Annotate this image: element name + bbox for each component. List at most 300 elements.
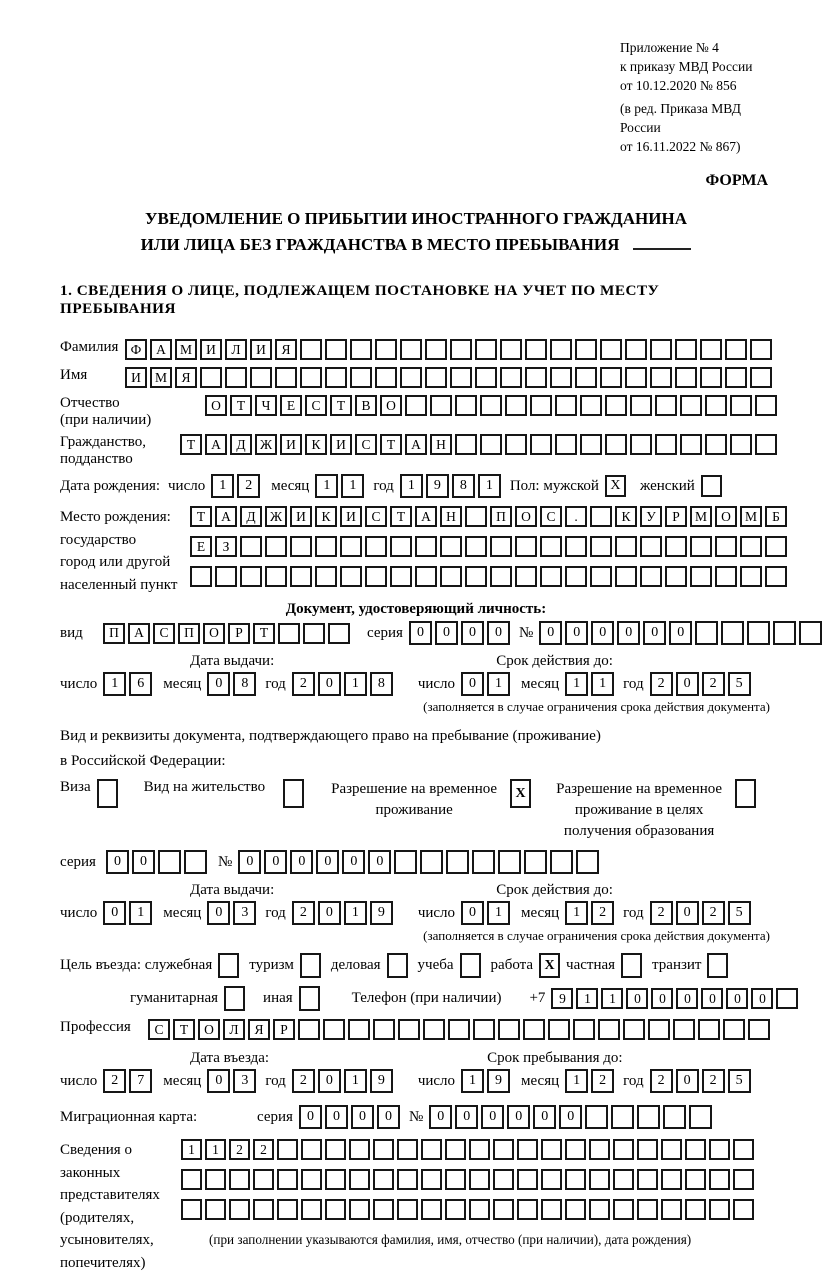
char-cell[interactable]: 0 [264, 850, 287, 874]
char-cell[interactable]: 1 [461, 1069, 484, 1093]
char-cell[interactable] [685, 1139, 706, 1160]
char-cell[interactable] [465, 536, 487, 557]
char-cell[interactable] [397, 1169, 418, 1190]
char-cell[interactable] [755, 434, 777, 455]
checkbox-female[interactable] [701, 475, 722, 497]
char-cell[interactable] [348, 1019, 370, 1040]
char-cell[interactable] [605, 395, 627, 416]
char-cell[interactable]: 2 [591, 901, 614, 925]
char-cell[interactable] [215, 566, 237, 587]
char-cell[interactable]: Т [190, 506, 212, 527]
char-cell[interactable] [290, 536, 312, 557]
char-cell[interactable] [650, 339, 672, 360]
char-cell[interactable] [575, 339, 597, 360]
char-cell[interactable]: А [415, 506, 437, 527]
char-cell[interactable] [565, 566, 587, 587]
char-cell[interactable]: 7 [129, 1069, 152, 1093]
char-cell[interactable] [721, 621, 744, 645]
char-cell[interactable]: Т [330, 395, 352, 416]
char-cell[interactable]: 2 [591, 1069, 614, 1093]
char-cell[interactable] [541, 1139, 562, 1160]
char-cell[interactable]: К [615, 506, 637, 527]
char-cell[interactable]: Ф [125, 339, 147, 360]
char-cell[interactable]: 1 [181, 1139, 202, 1160]
char-cell[interactable] [349, 1169, 370, 1190]
char-cell[interactable] [525, 339, 547, 360]
char-cell[interactable]: С [153, 623, 175, 644]
char-cell[interactable]: 1 [591, 672, 614, 696]
char-cell[interactable]: 1 [478, 474, 501, 498]
char-cell[interactable] [425, 339, 447, 360]
checkbox-tourism[interactable] [300, 953, 321, 978]
char-cell[interactable] [690, 536, 712, 557]
char-cell[interactable]: Б [765, 506, 787, 527]
char-cell[interactable]: 0 [207, 901, 230, 925]
char-cell[interactable] [315, 566, 337, 587]
char-cell[interactable]: 1 [344, 672, 367, 696]
char-cell[interactable] [690, 566, 712, 587]
char-cell[interactable] [450, 339, 472, 360]
char-cell[interactable] [615, 536, 637, 557]
char-cell[interactable]: 2 [292, 901, 315, 925]
char-cell[interactable] [565, 1139, 586, 1160]
checkbox-business[interactable] [387, 953, 408, 978]
char-cell[interactable]: 0 [676, 1069, 699, 1093]
char-cell[interactable]: 6 [129, 672, 152, 696]
char-cell[interactable] [421, 1169, 442, 1190]
char-cell[interactable] [425, 367, 447, 388]
char-cell[interactable] [365, 566, 387, 587]
char-cell[interactable]: 8 [370, 672, 393, 696]
char-cell[interactable]: 0 [626, 988, 648, 1009]
char-cell[interactable] [689, 1105, 712, 1129]
char-cell[interactable]: 0 [290, 850, 313, 874]
char-cell[interactable] [400, 339, 422, 360]
char-cell[interactable]: 2 [103, 1069, 126, 1093]
char-cell[interactable]: Ж [255, 434, 277, 455]
char-cell[interactable]: 1 [129, 901, 152, 925]
char-cell[interactable] [350, 367, 372, 388]
char-cell[interactable]: М [150, 367, 172, 388]
char-cell[interactable]: 0 [461, 621, 484, 645]
char-cell[interactable] [590, 566, 612, 587]
char-cell[interactable] [589, 1139, 610, 1160]
char-cell[interactable] [158, 850, 181, 874]
char-cell[interactable]: П [490, 506, 512, 527]
char-cell[interactable] [373, 1019, 395, 1040]
char-cell[interactable] [585, 1105, 608, 1129]
char-cell[interactable] [405, 395, 427, 416]
char-cell[interactable] [613, 1169, 634, 1190]
char-cell[interactable]: 0 [103, 901, 126, 925]
char-cell[interactable] [323, 1019, 345, 1040]
char-cell[interactable] [524, 850, 547, 874]
char-cell[interactable] [455, 395, 477, 416]
char-cell[interactable] [375, 367, 397, 388]
char-cell[interactable] [530, 395, 552, 416]
char-cell[interactable]: 0 [617, 621, 640, 645]
char-cell[interactable]: 8 [233, 672, 256, 696]
char-cell[interactable] [365, 536, 387, 557]
char-cell[interactable]: Ч [255, 395, 277, 416]
char-cell[interactable]: П [103, 623, 125, 644]
char-cell[interactable]: 0 [676, 988, 698, 1009]
char-cell[interactable]: К [315, 506, 337, 527]
char-cell[interactable] [773, 621, 796, 645]
char-cell[interactable]: 0 [676, 901, 699, 925]
char-cell[interactable]: С [355, 434, 377, 455]
char-cell[interactable] [540, 536, 562, 557]
char-cell[interactable] [205, 1169, 226, 1190]
char-cell[interactable]: А [150, 339, 172, 360]
char-cell[interactable]: С [305, 395, 327, 416]
char-cell[interactable] [301, 1169, 322, 1190]
char-cell[interactable] [446, 850, 469, 874]
char-cell[interactable] [517, 1139, 538, 1160]
char-cell[interactable] [615, 566, 637, 587]
char-cell[interactable] [580, 434, 602, 455]
char-cell[interactable] [705, 434, 727, 455]
char-cell[interactable] [184, 850, 207, 874]
char-cell[interactable]: 5 [728, 672, 751, 696]
char-cell[interactable] [755, 395, 777, 416]
char-cell[interactable] [505, 434, 527, 455]
char-cell[interactable]: 2 [292, 1069, 315, 1093]
char-cell[interactable]: В [355, 395, 377, 416]
char-cell[interactable] [398, 1019, 420, 1040]
char-cell[interactable] [397, 1199, 418, 1220]
char-cell[interactable] [325, 1199, 346, 1220]
char-cell[interactable]: 0 [342, 850, 365, 874]
char-cell[interactable]: Е [190, 536, 212, 557]
char-cell[interactable]: 0 [435, 621, 458, 645]
char-cell[interactable]: Я [248, 1019, 270, 1040]
char-cell[interactable]: 2 [237, 474, 260, 498]
char-cell[interactable]: С [365, 506, 387, 527]
char-cell[interactable]: 2 [650, 672, 673, 696]
char-cell[interactable] [390, 536, 412, 557]
char-cell[interactable]: 2 [650, 901, 673, 925]
char-cell[interactable] [550, 850, 573, 874]
char-cell[interactable] [225, 367, 247, 388]
char-cell[interactable] [637, 1199, 658, 1220]
char-cell[interactable]: 2 [702, 901, 725, 925]
char-cell[interactable]: 1 [205, 1139, 226, 1160]
char-cell[interactable] [740, 566, 762, 587]
char-cell[interactable] [665, 536, 687, 557]
char-cell[interactable]: О [515, 506, 537, 527]
char-cell[interactable] [493, 1169, 514, 1190]
char-cell[interactable] [550, 339, 572, 360]
char-cell[interactable] [675, 367, 697, 388]
char-cell[interactable]: 1 [341, 474, 364, 498]
checkbox-other-purpose[interactable] [299, 986, 320, 1011]
char-cell[interactable]: Л [225, 339, 247, 360]
char-cell[interactable] [665, 566, 687, 587]
char-cell[interactable] [541, 1169, 562, 1190]
char-cell[interactable] [205, 1199, 226, 1220]
char-cell[interactable]: 0 [325, 1105, 348, 1129]
char-cell[interactable]: 2 [702, 672, 725, 696]
char-cell[interactable]: Р [665, 506, 687, 527]
char-cell[interactable] [625, 339, 647, 360]
char-cell[interactable]: Н [430, 434, 452, 455]
char-cell[interactable] [530, 434, 552, 455]
char-cell[interactable]: Т [253, 623, 275, 644]
char-cell[interactable]: 1 [487, 672, 510, 696]
char-cell[interactable] [680, 434, 702, 455]
char-cell[interactable]: 9 [370, 1069, 393, 1093]
char-cell[interactable]: Ж [265, 506, 287, 527]
char-cell[interactable]: 1 [565, 672, 588, 696]
char-cell[interactable] [250, 367, 272, 388]
char-cell[interactable] [500, 339, 522, 360]
char-cell[interactable] [277, 1169, 298, 1190]
char-cell[interactable] [350, 339, 372, 360]
char-cell[interactable]: 5 [728, 901, 751, 925]
char-cell[interactable] [394, 850, 417, 874]
char-cell[interactable] [590, 506, 612, 527]
char-cell[interactable]: 0 [676, 672, 699, 696]
char-cell[interactable]: 1 [103, 672, 126, 696]
char-cell[interactable]: М [690, 506, 712, 527]
char-cell[interactable] [375, 339, 397, 360]
char-cell[interactable] [300, 367, 322, 388]
char-cell[interactable] [637, 1139, 658, 1160]
char-cell[interactable] [725, 367, 747, 388]
char-cell[interactable] [730, 395, 752, 416]
char-cell[interactable]: 0 [368, 850, 391, 874]
char-cell[interactable]: 1 [565, 1069, 588, 1093]
char-cell[interactable]: 2 [702, 1069, 725, 1093]
char-cell[interactable]: Р [228, 623, 250, 644]
char-cell[interactable] [650, 367, 672, 388]
char-cell[interactable] [493, 1139, 514, 1160]
char-cell[interactable] [590, 536, 612, 557]
char-cell[interactable] [465, 506, 487, 527]
char-cell[interactable] [709, 1139, 730, 1160]
char-cell[interactable] [541, 1199, 562, 1220]
char-cell[interactable]: 0 [318, 672, 341, 696]
char-cell[interactable]: 0 [751, 988, 773, 1009]
char-cell[interactable]: 0 [461, 672, 484, 696]
char-cell[interactable]: У [640, 506, 662, 527]
char-cell[interactable]: Д [230, 434, 252, 455]
char-cell[interactable]: А [215, 506, 237, 527]
char-cell[interactable] [685, 1199, 706, 1220]
char-cell[interactable]: Т [230, 395, 252, 416]
checkbox-private[interactable] [621, 953, 642, 978]
char-cell[interactable] [565, 1169, 586, 1190]
char-cell[interactable] [685, 1169, 706, 1190]
char-cell[interactable] [253, 1199, 274, 1220]
char-cell[interactable] [298, 1019, 320, 1040]
char-cell[interactable]: С [540, 506, 562, 527]
char-cell[interactable] [515, 536, 537, 557]
char-cell[interactable]: С [148, 1019, 170, 1040]
char-cell[interactable]: 2 [253, 1139, 274, 1160]
char-cell[interactable] [328, 623, 350, 644]
char-cell[interactable]: 0 [539, 621, 562, 645]
char-cell[interactable]: 1 [344, 1069, 367, 1093]
char-cell[interactable]: 0 [318, 901, 341, 925]
char-cell[interactable] [500, 367, 522, 388]
char-cell[interactable] [400, 367, 422, 388]
char-cell[interactable]: И [340, 506, 362, 527]
char-cell[interactable] [181, 1169, 202, 1190]
char-cell[interactable] [325, 1139, 346, 1160]
char-cell[interactable] [315, 536, 337, 557]
checkbox-official[interactable] [218, 953, 239, 978]
char-cell[interactable]: 0 [591, 621, 614, 645]
checkbox-male[interactable]: X [605, 475, 626, 497]
char-cell[interactable] [440, 536, 462, 557]
char-cell[interactable] [733, 1139, 754, 1160]
char-cell[interactable]: 1 [344, 901, 367, 925]
char-cell[interactable]: 9 [551, 988, 573, 1009]
checkbox-temp-residence[interactable]: X [510, 779, 531, 808]
char-cell[interactable] [573, 1019, 595, 1040]
char-cell[interactable] [747, 621, 770, 645]
char-cell[interactable]: О [198, 1019, 220, 1040]
char-cell[interactable]: 3 [233, 1069, 256, 1093]
char-cell[interactable] [475, 367, 497, 388]
char-cell[interactable] [490, 536, 512, 557]
char-cell[interactable] [469, 1139, 490, 1160]
char-cell[interactable] [598, 1019, 620, 1040]
char-cell[interactable]: 1 [400, 474, 423, 498]
char-cell[interactable]: 0 [701, 988, 723, 1009]
char-cell[interactable]: 0 [299, 1105, 322, 1129]
char-cell[interactable] [277, 1139, 298, 1160]
char-cell[interactable] [200, 367, 222, 388]
char-cell[interactable]: 1 [315, 474, 338, 498]
char-cell[interactable] [576, 850, 599, 874]
char-cell[interactable] [661, 1139, 682, 1160]
char-cell[interactable] [421, 1199, 442, 1220]
char-cell[interactable] [765, 536, 787, 557]
char-cell[interactable] [625, 367, 647, 388]
char-cell[interactable] [480, 434, 502, 455]
char-cell[interactable] [475, 339, 497, 360]
char-cell[interactable] [661, 1199, 682, 1220]
char-cell[interactable]: 3 [233, 901, 256, 925]
char-cell[interactable] [465, 566, 487, 587]
char-cell[interactable] [340, 536, 362, 557]
char-cell[interactable] [555, 434, 577, 455]
char-cell[interactable]: М [740, 506, 762, 527]
char-cell[interactable] [445, 1139, 466, 1160]
char-cell[interactable] [640, 536, 662, 557]
char-cell[interactable]: 0 [106, 850, 129, 874]
char-cell[interactable] [473, 1019, 495, 1040]
char-cell[interactable] [637, 1105, 660, 1129]
char-cell[interactable] [589, 1199, 610, 1220]
char-cell[interactable] [517, 1199, 538, 1220]
char-cell[interactable] [480, 395, 502, 416]
char-cell[interactable]: П [178, 623, 200, 644]
char-cell[interactable] [733, 1199, 754, 1220]
char-cell[interactable] [515, 566, 537, 587]
char-cell[interactable]: 1 [487, 901, 510, 925]
char-cell[interactable]: 1 [211, 474, 234, 498]
char-cell[interactable]: 9 [370, 901, 393, 925]
char-cell[interactable] [469, 1169, 490, 1190]
char-cell[interactable]: 5 [728, 1069, 751, 1093]
char-cell[interactable] [550, 367, 572, 388]
char-cell[interactable] [540, 566, 562, 587]
char-cell[interactable] [565, 536, 587, 557]
char-cell[interactable] [420, 850, 443, 874]
char-cell[interactable]: А [405, 434, 427, 455]
char-cell[interactable]: 9 [426, 474, 449, 498]
char-cell[interactable] [498, 1019, 520, 1040]
char-cell[interactable] [340, 566, 362, 587]
char-cell[interactable]: Е [280, 395, 302, 416]
char-cell[interactable]: 0 [409, 621, 432, 645]
char-cell[interactable]: 0 [643, 621, 666, 645]
char-cell[interactable]: 0 [318, 1069, 341, 1093]
char-cell[interactable]: И [290, 506, 312, 527]
char-cell[interactable] [493, 1199, 514, 1220]
char-cell[interactable] [700, 339, 722, 360]
char-cell[interactable]: Я [275, 339, 297, 360]
char-cell[interactable]: 8 [452, 474, 475, 498]
char-cell[interactable]: Л [223, 1019, 245, 1040]
char-cell[interactable]: Р [273, 1019, 295, 1040]
char-cell[interactable] [415, 536, 437, 557]
char-cell[interactable]: 0 [651, 988, 673, 1009]
checkbox-visa[interactable] [97, 779, 118, 808]
checkbox-work[interactable]: X [539, 953, 560, 978]
char-cell[interactable] [300, 339, 322, 360]
char-cell[interactable] [303, 623, 325, 644]
char-cell[interactable]: О [715, 506, 737, 527]
char-cell[interactable] [440, 566, 462, 587]
char-cell[interactable]: 0 [487, 621, 510, 645]
char-cell[interactable] [490, 566, 512, 587]
char-cell[interactable]: 2 [229, 1139, 250, 1160]
char-cell[interactable] [605, 434, 627, 455]
char-cell[interactable]: И [200, 339, 222, 360]
char-cell[interactable] [589, 1169, 610, 1190]
char-cell[interactable]: О [205, 395, 227, 416]
char-cell[interactable] [415, 566, 437, 587]
char-cell[interactable]: 0 [565, 621, 588, 645]
char-cell[interactable] [750, 367, 772, 388]
char-cell[interactable] [278, 623, 300, 644]
char-cell[interactable]: 0 [461, 901, 484, 925]
char-cell[interactable] [450, 367, 472, 388]
checkbox-residence-permit[interactable] [283, 779, 304, 808]
char-cell[interactable] [600, 367, 622, 388]
char-cell[interactable]: 0 [481, 1105, 504, 1129]
char-cell[interactable] [611, 1105, 634, 1129]
char-cell[interactable] [469, 1199, 490, 1220]
char-cell[interactable] [373, 1199, 394, 1220]
char-cell[interactable]: 0 [507, 1105, 530, 1129]
char-cell[interactable]: О [380, 395, 402, 416]
char-cell[interactable]: Т [173, 1019, 195, 1040]
char-cell[interactable] [525, 367, 547, 388]
char-cell[interactable] [705, 395, 727, 416]
char-cell[interactable]: 1 [576, 988, 598, 1009]
char-cell[interactable] [301, 1199, 322, 1220]
char-cell[interactable] [423, 1019, 445, 1040]
char-cell[interactable] [265, 566, 287, 587]
char-cell[interactable] [349, 1139, 370, 1160]
char-cell[interactable]: 0 [207, 1069, 230, 1093]
